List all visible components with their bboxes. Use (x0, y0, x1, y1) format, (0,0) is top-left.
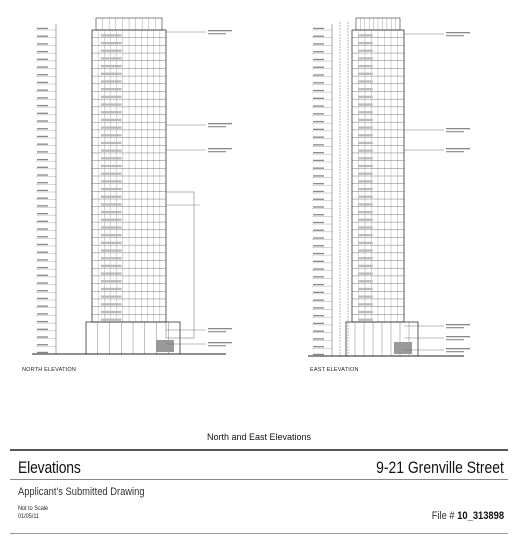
north-elevation-drawing (32, 18, 232, 354)
file-prefix: File # (431, 510, 455, 522)
sheet-caption: North and East Elevations (206, 432, 312, 442)
title-divider-bottom (10, 533, 508, 534)
north-elevation-label: NORTH ELEVATION (22, 367, 77, 373)
sheet-subtitle: Applicant's Submitted Drawing (18, 486, 145, 498)
title-divider (10, 479, 508, 480)
sheet-date: 01/05/11 (18, 513, 40, 520)
sheet-title: Elevations (18, 458, 81, 477)
east-elevation-drawing (308, 18, 470, 358)
file-number (432, 510, 504, 522)
title-divider-top (10, 449, 508, 451)
scale-note: Not to Scale (18, 505, 49, 512)
file-number-value: 10_313898 (457, 510, 504, 522)
site-address: 9-21 Grenville Street (376, 458, 504, 477)
east-elevation-label: EAST ELEVATION (310, 367, 359, 373)
